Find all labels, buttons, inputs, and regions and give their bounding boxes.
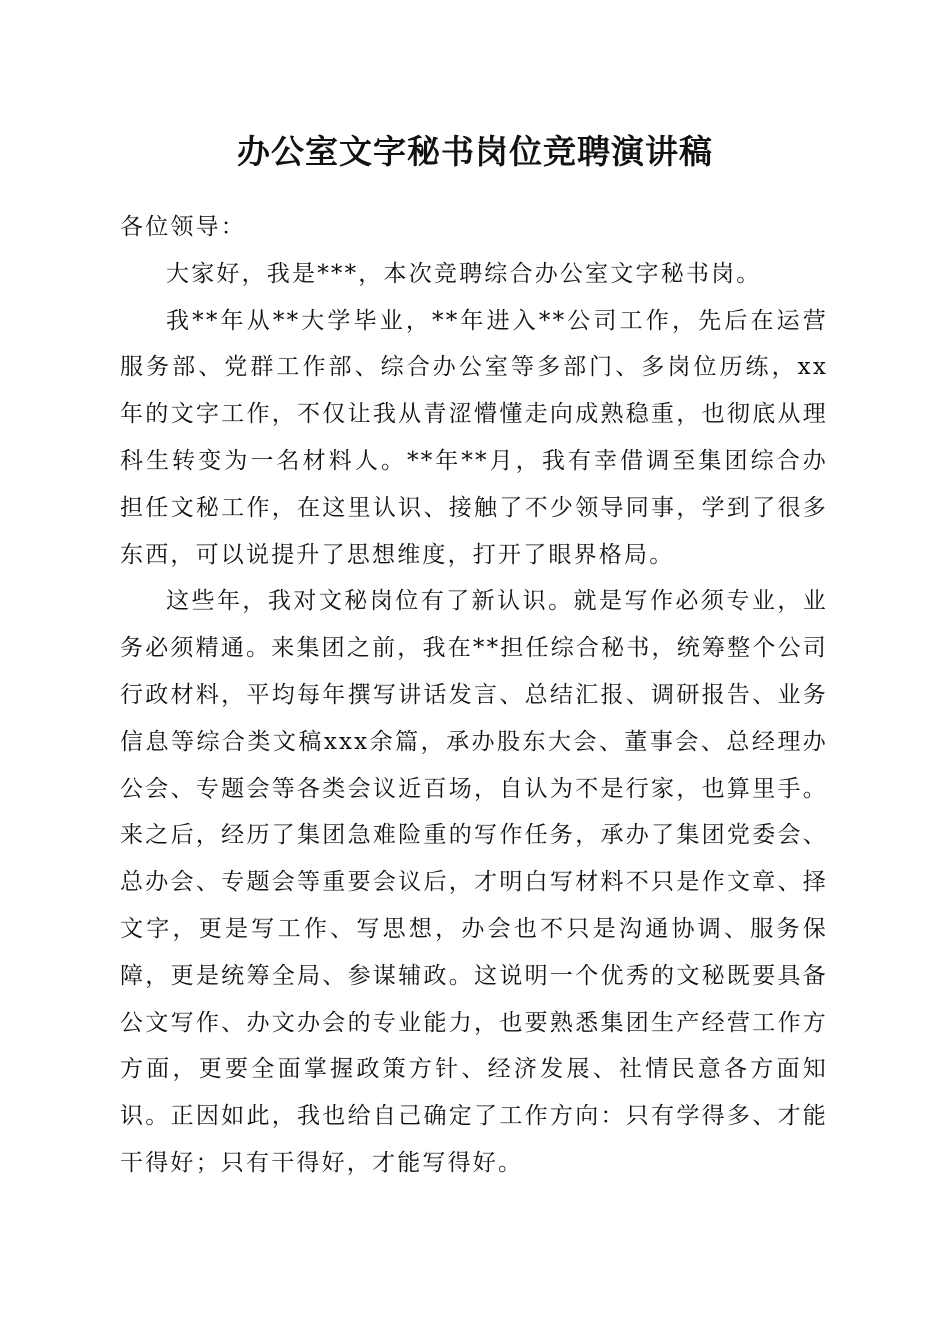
document-body (120, 204, 828, 1187)
paragraph-intro: 大家好，我是***，本次竞聘综合办公室文字秘书岗。 (166, 260, 762, 287)
paragraph-understanding: 这些年，我对文秘岗位有了新认识。就是写作必须专业，业务必须精通。来集团之前，我在**担任综合秘书，统筹整个公司行政材料，平均每年撰写讲话发言、总结汇报、调研报告、业务信息等综合类文稿xxx余篇，承办股东大会、董事会、总经理办公会、专题会等各类会议近百场，自认为不是行家，也算里手。来之后，经历了集团急难险重的写作任务，承办了集团党委会、总办会、专题会等重要会议后，才明白写材料不只是作文章、择文字，更是写工作、写思想，办会也不只是沟通协调、服务保障，更是统筹全局、参谋辅政。这说明一个优秀的文秘既要具备公文写作、办文办会的专业能力，也要熟悉集团生产经营工作方方面，更要全面掌握政策方针、经济发展、社情民意各方面知识。正因如此，我也给自己确定了工作方向：只有学得多、才能干得好；只有干得好，才能写得好。 (120, 588, 828, 1176)
paragraph-background: 我**年从**大学毕业，**年进入**公司工作，先后在运营服务部、党群工作部、综合办公室等多部门、多岗位历练，xx年的文字工作，不仅让我从青涩懵懂走向成熟稳重，也彻底从理科生转变为一名材料人。**年**月，我有幸借调至集团综合办担任文秘工作，在这里认识、接触了不少领导同事，学到了很多东西，可以说提升了思想维度，打开了眼界格局。 (120, 307, 828, 568)
salutation: 各位领导： (120, 214, 246, 240)
document-title: 办公室文字秘书岗位竞聘演讲稿 (237, 132, 713, 171)
